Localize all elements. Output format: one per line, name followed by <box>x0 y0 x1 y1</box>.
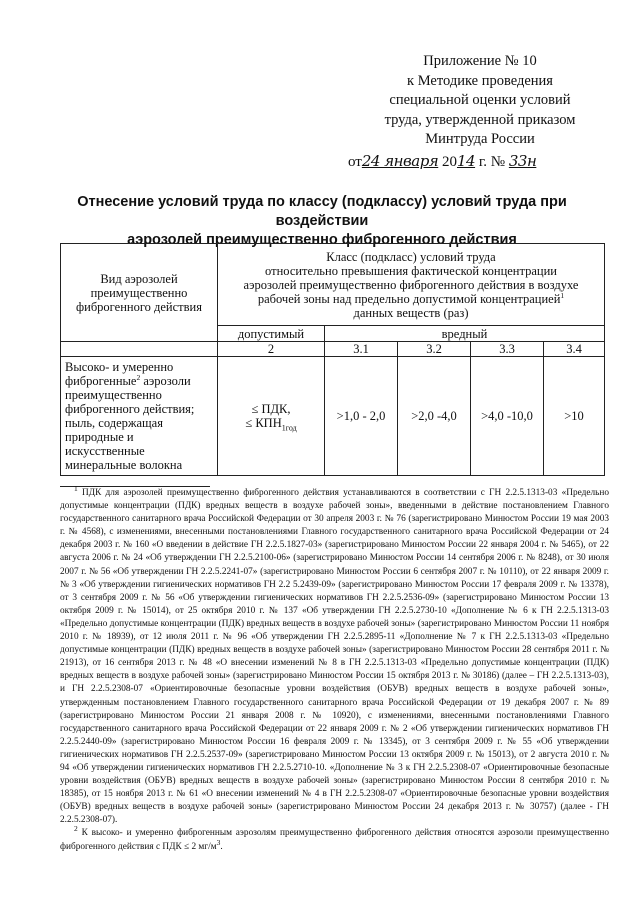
appendix-ref-line: специальной оценки условий <box>389 92 571 108</box>
footnote-1-text: ПДК для аэрозолей преимущественно фиброгенного действия устанавливаются в соответствии с ГН 2.2.5.1313-03 «Предельно допустимые концентрации (ПДК) вредных веществ в воздухе рабочей зоны», введенными в действие постановлением Главного государственного санитарного врача Российской Федерации от 30 апреля 2003 г. № 76 (зарегистрировано Минюстом России 19 мая 2003 г. № 4568), с изменениями, внесенными постановлениями Главного государственного санитарного врача Российской Федерации от 24 декабря 2003 г. № 160 «О введении в действие ГН 2.2.5.1827-03» (зарегистрировано Минюстом России 22 января 2004 г. № 5465), от 22 августа 2006 г. № 24 «Об утверждении ГН 2.2.5.2100-06» (зарегистрировано Минюстом России 14 сентября 2006 г. № 8248), от 30 июля 2007 г. № 56 «Об утверждении ГН 2.2.5.2241-07» (зарегистрировано Минюстом России 6 сентября 2007 г. № 10110), от 22 января 2009 г. № 3 «Об утверждении гигиенических нормативов ГН 2.2 5.2439-09» (зарегистрировано Минюстом России 17 февраля 2009 г. № 13378), от 3 сентября 2009 г. № 56 «Об утверждении гигиенических нормативов ГН 2.2.5.2536-09» (зарегистрировано Минюстом России 13 октября 2009 г. № 15014), от 25 октября 2010 г. № 137 «Об утверждении ГН 2.2.5.2730-10 «Дополнение № 6 к ГН 2.2.5.1313-03 «Предельно допустимые концентрации (ПДК) вредных веществ в воздухе рабочей зоны» (зарегистрировано Минюстом России 11 ноября 2010 г. № 18939), от 12 июля 2011 г. № 96 «Об утверждении ГН 2.2.5.2895-11 «Дополнение № 7 к ГН 2.2.5.1313-03 «Предельно допустимые концентрации (ПДК) вредных веществ в воздухе рабочей зоны» (зарегистрировано Минюстом России 28 сентября 2011 г. № 21913), от 16 сентября 2013 г. № 48 «О внесении изменений № 8 в ГН 2.2.5.1313-03 «Предельно допустимые концентрации (ПДК) вредных веществ в воздухе рабочей зоны» (зарегистрировано Минюстом России 15 октября 2013 г. № 30186) (далее – ГН 2.2.5.1313-03), и ГН 2.2.5.2308-07 «Ориентировочные безопасные уровни воздействия (ОБУВ) вредных веществ в воздухе рабочей зоны», утвержденным постановлением Главного государственного санитарного врача Российской Федерации от 19 декабря 2007 г. № 89 (зарегистрировано Минюстом России 21 января 2008 г. № 10920), с изменениями, внесенными постановлениями Главного государственного санитарного врача Российской Федерации от 22 января 2009 г. № 2 «Об утверждении гигиенических нормативов ГН 2.2.5.2440-09» (зарегистрировано Минюстом России 16 февраля 2009 г. № 13345), от 3 сентября 2009 г. № 55 «Об утверждении гигиенических нормативов ГН 2.2.5.2537-09» (зарегистрировано Минюстом России 13 октября 2009 г. № 15013), от 2 августа 2010 г. № 94 «Об утверждении гигиенических нормативов ГН 2.2.5.2710-10. «Дополнение № 3 к ГН 2.2.5.2308-07 «Ориентировочные безопасные уровни воздействия (ОБУВ) вредных веществ в воздухе рабочей зоны» (зарегистрировано Минюстом России 8 сентября 2010 г. № 18385), от 15 ноября 2013 г. № 61 «О внесении изменений № 4 в ГН 2.2.5.2308-07 «Ориентировочные безопасные уровни воздействия (ОБУВ) вредных веществ в воздухе рабочей зоны» (зарегистрировано Минюстом России 24 декабря 2013 г. № 30757) (далее - ГН 2.2.5.2308-07). <box>60 488 609 826</box>
footnote-ref-2: 2 <box>136 372 141 382</box>
document-title <box>44 193 600 250</box>
footnote-2 <box>60 824 609 853</box>
footnote-ref-1: 1 <box>560 290 565 300</box>
footnotes <box>60 483 609 854</box>
cell-3-4: >10 <box>544 357 605 476</box>
group-header-line: данных веществ (раз) <box>353 305 469 320</box>
order-number-handwritten: 33н <box>508 152 537 170</box>
appendix-number: Приложение № 10 <box>423 53 537 69</box>
cell-3-3: >4,0 -10,0 <box>471 357 544 476</box>
group-header-line: аэрозолей преимущественно фиброгенного действия в воздухе <box>243 277 579 292</box>
footnote-1-mark: 1 <box>74 483 78 493</box>
appendix-ref-line: Минтруда России <box>425 131 535 147</box>
cell-3-1: >1,0 - 2,0 <box>325 357 398 476</box>
order-prefix: от <box>348 154 362 170</box>
class-3-3-header: 3.3 <box>471 342 544 357</box>
classification-table <box>60 243 605 476</box>
cell-allowed-line1: ≤ ПДК, <box>251 402 291 416</box>
order-year-prefix: 20 <box>441 154 457 170</box>
class-3-2-header: 3.2 <box>398 342 471 357</box>
allowed-header: допустимый <box>218 326 325 342</box>
cell-3-2: >2,0 -4,0 <box>398 357 471 476</box>
row-label-text: Высоко- и умеренно фиброгенные <box>65 360 174 388</box>
appendix-ref-line: труда, утвержденной приказом <box>384 111 576 128</box>
footnote-2-unit-sup: 3 <box>216 837 221 847</box>
cell-allowed-kpn: ≤ КПН <box>245 416 282 430</box>
cell-allowed-sub: 1год <box>281 423 297 433</box>
col-header-aerosol-type-text: Вид аэрозолей преимущественно фиброгенного действия <box>76 271 202 314</box>
footnote-2-text: К высоко- и умеренно фиброгенным аэрозолям преимущественно фиброгенного действия относятся аэрозоли преимущественно фиброгенного действия с ПДК ≤ 2 мг/м <box>60 828 609 852</box>
col-header-aerosol-type <box>61 244 218 342</box>
group-header-line <box>221 292 601 306</box>
group-header-class <box>218 244 605 326</box>
order-reference <box>348 152 536 171</box>
appendix-header <box>360 52 600 150</box>
class-3-1-header: 3.1 <box>325 342 398 357</box>
cell-allowed <box>218 357 325 476</box>
group-header-line: Класс (подкласс) условий труда <box>326 249 496 264</box>
title-line: аэрозолей преимущественно фиброгенного действия <box>127 232 517 248</box>
class-3-4-header: 3.4 <box>544 342 605 357</box>
empty-cell <box>61 342 218 357</box>
row-label-text-cont: аэрозоли преимущественно фиброгенного действия; пыль, содержащая природные и искусственные минеральные волокна <box>65 374 195 472</box>
footnote-2-end: . <box>220 841 223 852</box>
group-header-line: относительно превышения фактической концентрации <box>265 263 557 278</box>
row-label-fibrogenic <box>61 357 218 476</box>
footnote-2-mark: 2 <box>74 824 78 834</box>
class-2-header: 2 <box>218 342 325 357</box>
order-number-label: г. № <box>478 154 506 170</box>
appendix-ref-line: к Методике проведения <box>407 72 553 89</box>
title-line: Отнесение условий труда по классу (подклассу) условий труда при воздействии <box>77 194 567 229</box>
harmful-header: вредный <box>325 326 605 342</box>
order-year-handwritten: 14 <box>456 152 476 170</box>
group-header-line-text: рабочей зоны над предельно допустимой концентрацией <box>257 291 561 306</box>
footnote-1 <box>60 483 609 827</box>
order-date-handwritten: 24 января <box>361 152 439 170</box>
cell-allowed-line2 <box>221 416 321 433</box>
